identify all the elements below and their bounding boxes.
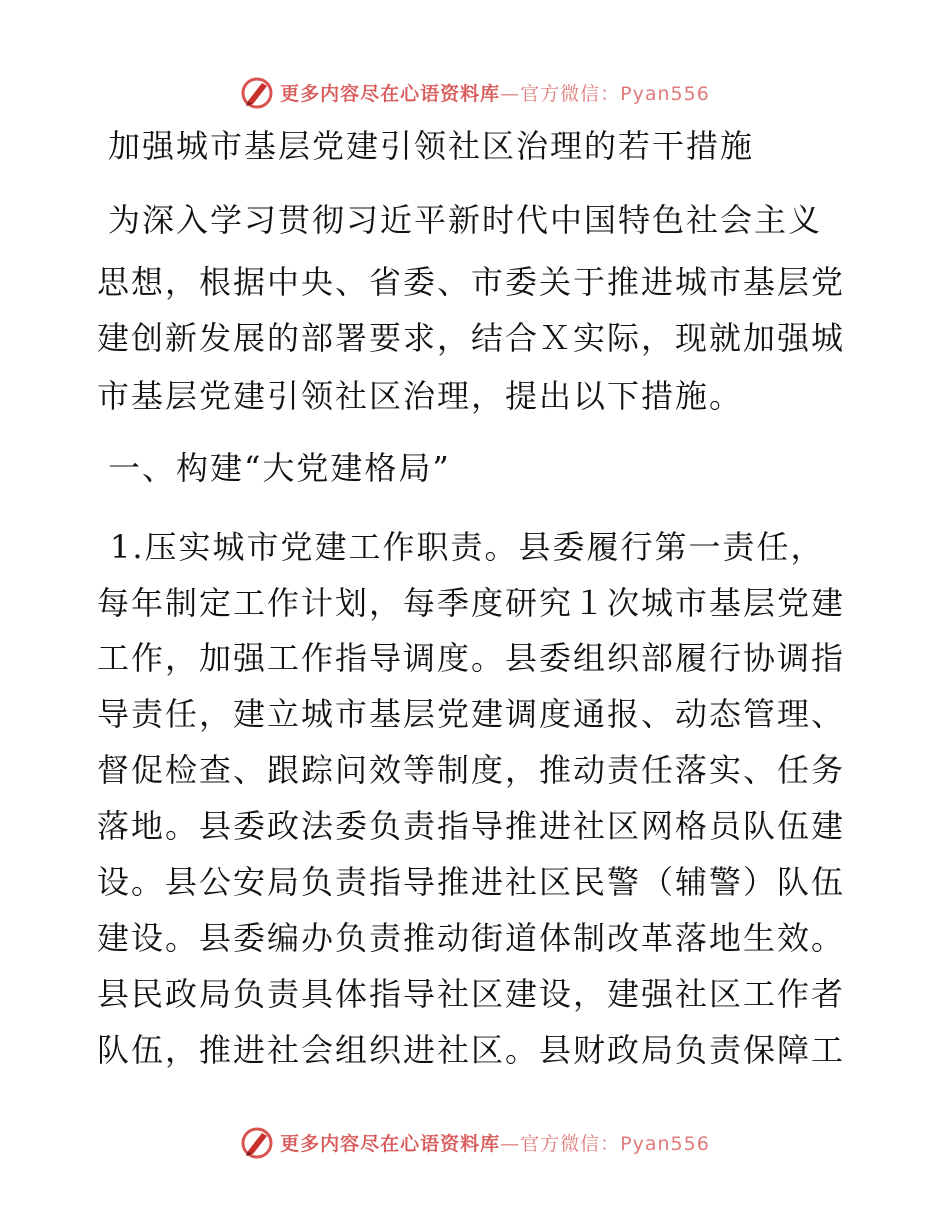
pen-logo-icon xyxy=(240,1125,274,1159)
pen-logo-icon xyxy=(240,75,274,109)
watermark-header xyxy=(0,72,950,112)
intro-line-4: 市基层党建引领社区治理，提出以下措施。 xyxy=(97,377,744,415)
watermark-separator: — xyxy=(500,82,521,105)
item1-line-9: 县民政局负责具体指导社区建设，建强社区工作者 xyxy=(97,975,846,1013)
intro-line-2: 思想，根据中央、省委、市委关于推进城市基层党 xyxy=(97,263,846,301)
item1-line-8: 建设。县委编办负责推动街道体制改革落地生效。 xyxy=(97,919,846,957)
item1-line-2: 每年制定工作计划，每季度研究１次城市基层党建 xyxy=(97,584,846,622)
item1-line-3: 工作，加强工作指导调度。县委组织部履行协调指 xyxy=(97,639,846,677)
item1-line-10: 队伍，推进社会组织进社区。县财政局负责保障工 xyxy=(97,1031,846,1069)
watermark-contact: 官方微信：Pyan556 xyxy=(520,1132,710,1155)
watermark-contact: 官方微信：Pyan556 xyxy=(520,82,710,105)
section-heading: 一、构建“大党建格局” xyxy=(108,449,451,487)
item1-line-1: 1.压实城市党建工作职责。县委履行第一责任， xyxy=(110,528,825,566)
watermark-main: 更多内容尽在心语资料库 xyxy=(280,1132,501,1155)
document-title: 加强城市基层党建引领社区治理的若干措施 xyxy=(108,127,755,165)
item1-line-6: 落地。县委政法委负责指导推进社区网格员队伍建 xyxy=(97,807,846,845)
item1-line-4: 导责任，建立城市基层党建调度通报、动态管理、 xyxy=(97,695,846,733)
watermark-text xyxy=(280,79,710,106)
item1-line-7: 设。县公安局负责指导推进社区民警（辅警）队伍 xyxy=(97,863,846,901)
watermark-main: 更多内容尽在心语资料库 xyxy=(280,82,501,105)
intro-line-1: 为深入学习贯彻习近平新时代中国特色社会主义 xyxy=(108,201,823,239)
watermark-text xyxy=(280,1129,710,1156)
intro-line-3: 建创新发展的部署要求，结合Ｘ实际，现就加强城 xyxy=(97,319,846,357)
watermark-separator: — xyxy=(500,1132,521,1155)
watermark-footer xyxy=(0,1122,950,1162)
item1-line-5: 督促检查、跟踪问效等制度，推动责任落实、任务 xyxy=(97,751,846,789)
